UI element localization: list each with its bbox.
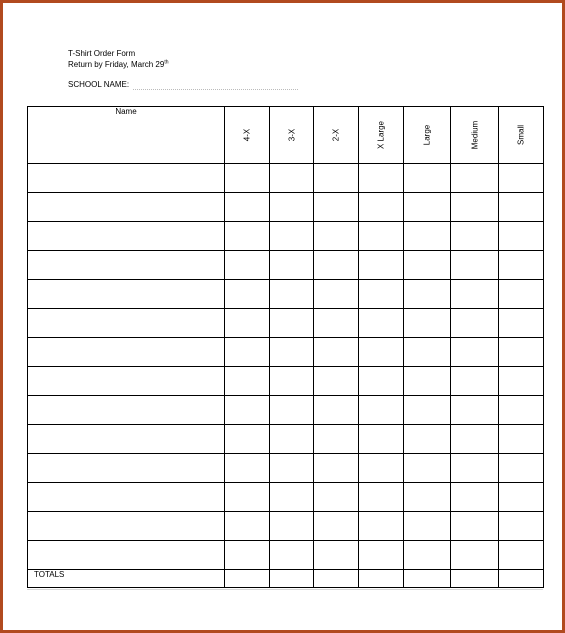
header-row bbox=[28, 107, 544, 164]
size-header-label: Small bbox=[516, 124, 526, 146]
size-quantity-cell[interactable] bbox=[225, 425, 270, 454]
table-row bbox=[28, 251, 544, 280]
size-quantity-cell[interactable] bbox=[499, 193, 544, 222]
size-quantity-cell[interactable] bbox=[499, 512, 544, 541]
table-row bbox=[28, 425, 544, 454]
size-quantity-cell[interactable] bbox=[451, 541, 499, 570]
size-quantity-cell[interactable] bbox=[225, 396, 270, 425]
size-header-label: X Large bbox=[376, 120, 386, 150]
table-row bbox=[28, 541, 544, 570]
size-quantity-cell[interactable] bbox=[404, 251, 451, 280]
size-header-label: 4-X bbox=[242, 128, 252, 142]
size-header-label: 2-X bbox=[331, 128, 341, 142]
size-quantity-cell[interactable] bbox=[270, 483, 314, 512]
size-quantity-cell[interactable] bbox=[225, 454, 270, 483]
size-quantity-cell[interactable] bbox=[270, 338, 314, 367]
size-quantity-cell[interactable] bbox=[499, 164, 544, 193]
size-quantity-cell[interactable] bbox=[225, 309, 270, 338]
size-quantity-cell[interactable] bbox=[451, 396, 499, 425]
size-quantity-cell[interactable] bbox=[314, 454, 359, 483]
table-row bbox=[28, 512, 544, 541]
size-quantity-cell[interactable] bbox=[225, 338, 270, 367]
size-quantity-cell[interactable] bbox=[314, 309, 359, 338]
size-quantity-cell[interactable] bbox=[451, 338, 499, 367]
size-quantity-cell[interactable] bbox=[499, 280, 544, 309]
totals-label: TOTALS bbox=[28, 570, 225, 588]
name-cell[interactable] bbox=[28, 251, 225, 280]
size-quantity-cell[interactable] bbox=[314, 367, 359, 396]
size-quantity-cell[interactable] bbox=[404, 338, 451, 367]
size-quantity-cell[interactable] bbox=[499, 541, 544, 570]
size-quantity-cell[interactable] bbox=[451, 425, 499, 454]
school-name-field[interactable] bbox=[133, 81, 298, 90]
name-cell[interactable] bbox=[28, 367, 225, 396]
school-name-label: SCHOOL NAME: bbox=[68, 80, 130, 89]
size-quantity-cell[interactable] bbox=[314, 280, 359, 309]
size-quantity-cell[interactable] bbox=[270, 309, 314, 338]
size-quantity-cell[interactable] bbox=[270, 367, 314, 396]
size-quantity-cell[interactable] bbox=[359, 367, 404, 396]
size-header-label: Large bbox=[422, 124, 432, 146]
table-row bbox=[28, 309, 544, 338]
size-header-small bbox=[499, 107, 544, 164]
size-header-large bbox=[404, 107, 451, 164]
table-row bbox=[28, 483, 544, 512]
size-quantity-cell[interactable] bbox=[499, 251, 544, 280]
size-quantity-cell[interactable] bbox=[225, 251, 270, 280]
size-quantity-cell[interactable] bbox=[359, 512, 404, 541]
order-table-body bbox=[28, 164, 544, 588]
size-quantity-cell[interactable] bbox=[314, 164, 359, 193]
totals-row bbox=[28, 570, 544, 588]
size-quantity-cell[interactable] bbox=[225, 483, 270, 512]
size-quantity-cell[interactable] bbox=[404, 541, 451, 570]
size-quantity-cell[interactable] bbox=[499, 367, 544, 396]
name-cell[interactable] bbox=[28, 164, 225, 193]
size-header-label: Medium bbox=[470, 120, 479, 150]
totals-cell[interactable] bbox=[270, 570, 314, 588]
totals-cell[interactable] bbox=[499, 570, 544, 588]
size-quantity-cell[interactable] bbox=[404, 164, 451, 193]
size-quantity-cell[interactable] bbox=[451, 309, 499, 338]
size-quantity-cell[interactable] bbox=[499, 222, 544, 251]
table-row bbox=[28, 454, 544, 483]
size-quantity-cell[interactable] bbox=[314, 396, 359, 425]
size-quantity-cell[interactable] bbox=[314, 512, 359, 541]
size-quantity-cell[interactable] bbox=[404, 309, 451, 338]
totals-cell[interactable] bbox=[359, 570, 404, 588]
size-quantity-cell[interactable] bbox=[314, 222, 359, 251]
form-title: T-Shirt Order Form bbox=[68, 49, 136, 58]
size-quantity-cell[interactable] bbox=[270, 454, 314, 483]
size-quantity-cell[interactable] bbox=[314, 541, 359, 570]
size-quantity-cell[interactable] bbox=[451, 367, 499, 396]
size-header-3x bbox=[270, 107, 314, 164]
return-deadline-suffix: th bbox=[164, 59, 169, 66]
size-quantity-cell[interactable] bbox=[451, 280, 499, 309]
table-row bbox=[28, 193, 544, 222]
size-quantity-cell[interactable] bbox=[314, 483, 359, 512]
size-quantity-cell[interactable] bbox=[359, 396, 404, 425]
school-name-row bbox=[68, 79, 298, 90]
size-quantity-cell[interactable] bbox=[404, 193, 451, 222]
size-quantity-cell[interactable] bbox=[225, 280, 270, 309]
size-quantity-cell[interactable] bbox=[225, 164, 270, 193]
page-bottom-rule bbox=[27, 589, 543, 590]
size-header-label: 3-X bbox=[287, 128, 296, 142]
size-quantity-cell[interactable] bbox=[314, 251, 359, 280]
table-row bbox=[28, 280, 544, 309]
size-quantity-cell[interactable] bbox=[225, 367, 270, 396]
size-quantity-cell[interactable] bbox=[359, 280, 404, 309]
table-row bbox=[28, 367, 544, 396]
name-cell[interactable] bbox=[28, 512, 225, 541]
size-quantity-cell[interactable] bbox=[499, 338, 544, 367]
size-quantity-cell[interactable] bbox=[270, 396, 314, 425]
size-header-medium bbox=[451, 107, 499, 164]
name-cell[interactable] bbox=[28, 338, 225, 367]
name-cell[interactable] bbox=[28, 193, 225, 222]
size-quantity-cell[interactable] bbox=[359, 338, 404, 367]
size-quantity-cell[interactable] bbox=[451, 483, 499, 512]
size-quantity-cell[interactable] bbox=[404, 396, 451, 425]
size-quantity-cell[interactable] bbox=[404, 483, 451, 512]
size-quantity-cell[interactable] bbox=[314, 425, 359, 454]
return-deadline bbox=[68, 59, 298, 70]
size-quantity-cell[interactable] bbox=[359, 425, 404, 454]
size-quantity-cell[interactable] bbox=[404, 425, 451, 454]
size-quantity-cell[interactable] bbox=[451, 222, 499, 251]
size-quantity-cell[interactable] bbox=[451, 512, 499, 541]
order-table bbox=[27, 106, 544, 588]
size-quantity-cell[interactable] bbox=[499, 309, 544, 338]
size-header-x-large bbox=[359, 107, 404, 164]
size-quantity-cell[interactable] bbox=[270, 512, 314, 541]
size-quantity-cell[interactable] bbox=[270, 164, 314, 193]
size-quantity-cell[interactable] bbox=[225, 222, 270, 251]
table-row bbox=[28, 338, 544, 367]
size-quantity-cell[interactable] bbox=[225, 541, 270, 570]
size-quantity-cell[interactable] bbox=[270, 222, 314, 251]
name-cell[interactable] bbox=[28, 222, 225, 251]
size-quantity-cell[interactable] bbox=[451, 251, 499, 280]
totals-cell[interactable] bbox=[451, 570, 499, 588]
size-quantity-cell[interactable] bbox=[270, 280, 314, 309]
name-cell[interactable] bbox=[28, 483, 225, 512]
size-quantity-cell[interactable] bbox=[451, 454, 499, 483]
size-quantity-cell[interactable] bbox=[359, 164, 404, 193]
size-quantity-cell[interactable] bbox=[270, 425, 314, 454]
size-quantity-cell[interactable] bbox=[359, 309, 404, 338]
name-cell[interactable] bbox=[28, 309, 225, 338]
size-quantity-cell[interactable] bbox=[359, 193, 404, 222]
size-header-4x bbox=[225, 107, 270, 164]
size-quantity-cell[interactable] bbox=[359, 251, 404, 280]
size-quantity-cell[interactable] bbox=[499, 483, 544, 512]
size-quantity-cell[interactable] bbox=[225, 193, 270, 222]
size-quantity-cell[interactable] bbox=[451, 164, 499, 193]
totals-cell[interactable] bbox=[225, 570, 270, 588]
size-quantity-cell[interactable] bbox=[404, 222, 451, 251]
name-column-header: Name bbox=[28, 107, 225, 164]
size-header-2x bbox=[314, 107, 359, 164]
name-cell[interactable] bbox=[28, 541, 225, 570]
size-quantity-cell[interactable] bbox=[359, 222, 404, 251]
size-quantity-cell[interactable] bbox=[404, 367, 451, 396]
size-quantity-cell[interactable] bbox=[270, 251, 314, 280]
form-header bbox=[68, 48, 298, 90]
return-deadline-text: Return by Friday, March 29 bbox=[68, 60, 165, 69]
size-quantity-cell[interactable] bbox=[314, 338, 359, 367]
name-cell[interactable] bbox=[28, 280, 225, 309]
name-cell[interactable] bbox=[28, 396, 225, 425]
size-quantity-cell[interactable] bbox=[359, 483, 404, 512]
size-quantity-cell[interactable] bbox=[270, 541, 314, 570]
size-quantity-cell[interactable] bbox=[499, 396, 544, 425]
size-quantity-cell[interactable] bbox=[314, 193, 359, 222]
size-quantity-cell[interactable] bbox=[270, 193, 314, 222]
size-quantity-cell[interactable] bbox=[404, 454, 451, 483]
totals-cell[interactable] bbox=[314, 570, 359, 588]
size-quantity-cell[interactable] bbox=[499, 454, 544, 483]
size-quantity-cell[interactable] bbox=[359, 541, 404, 570]
table-row bbox=[28, 396, 544, 425]
size-quantity-cell[interactable] bbox=[451, 193, 499, 222]
name-cell[interactable] bbox=[28, 425, 225, 454]
table-row bbox=[28, 222, 544, 251]
table-row bbox=[28, 164, 544, 193]
size-quantity-cell[interactable] bbox=[404, 280, 451, 309]
totals-cell[interactable] bbox=[404, 570, 451, 588]
name-cell[interactable] bbox=[28, 454, 225, 483]
size-quantity-cell[interactable] bbox=[404, 512, 451, 541]
size-quantity-cell[interactable] bbox=[359, 454, 404, 483]
size-quantity-cell[interactable] bbox=[499, 425, 544, 454]
size-quantity-cell[interactable] bbox=[225, 512, 270, 541]
